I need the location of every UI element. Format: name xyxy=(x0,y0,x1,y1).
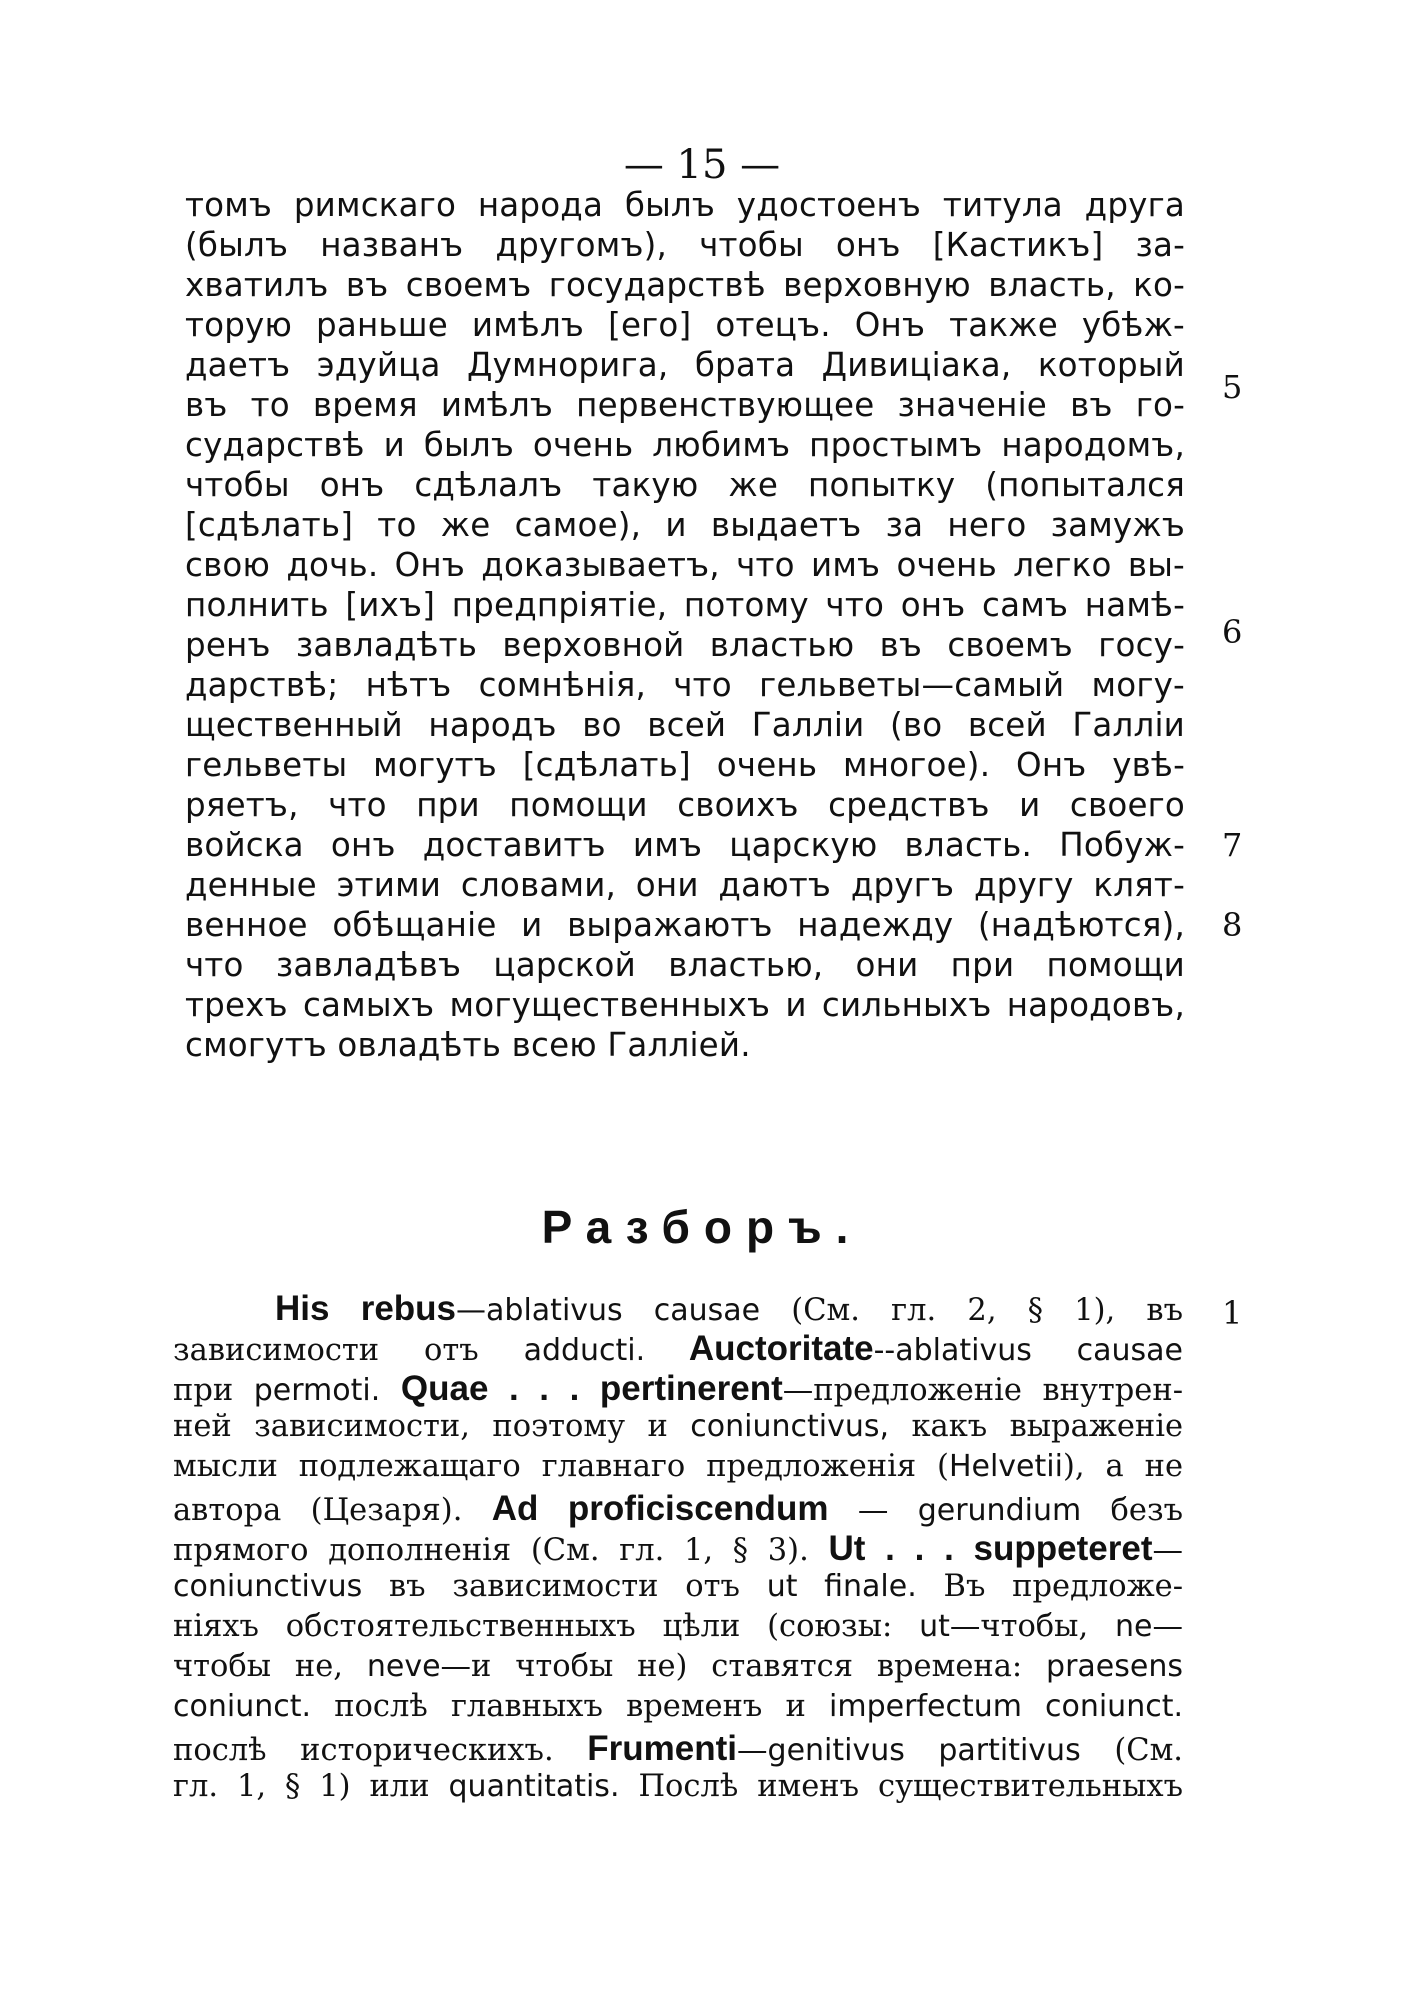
text-line: сударствѣ и былъ очень любимъ простымъ народомъ, xyxy=(185,426,1185,464)
text-line: coniunct. послѣ главныхъ временъ и imperfectum coniunct. xyxy=(173,1689,1183,1724)
text-line: ренъ завладѣть верховной властью въ своемъ госу- xyxy=(185,626,1185,664)
text-line: дарствѣ; нѣтъ сомнѣнія, что гельветы—самый могу- xyxy=(185,666,1185,704)
text-line: прямого дополненія (См. гл. 1, § 3). Ut . . . suppeteret— xyxy=(173,1529,1183,1568)
text-line: [сдѣлать] то же самое), и выдаетъ за него замужъ xyxy=(185,506,1185,544)
text-line: гельветы могутъ [сдѣлать] очень многое). Онъ увѣ- xyxy=(185,746,1185,784)
text-line: (былъ названъ другомъ), чтобы онъ [Кастикъ] за- xyxy=(185,226,1185,264)
text-line: полнить [ихъ] предпріятіе, потому что онъ самъ намѣ- xyxy=(185,586,1185,624)
margin-number: 6 xyxy=(1222,613,1243,651)
section-heading: Разборъ. xyxy=(541,1201,863,1253)
text-line: даетъ эдуйца Думнорига, брата Дивиціака, который xyxy=(185,346,1185,384)
text-line: щественный народъ во всей Галліи (во всей Галліи xyxy=(185,706,1185,744)
text-line: денные этими словами, они даютъ другъ другу клят- xyxy=(185,866,1185,904)
text-line: при permoti. Quae . . . pertinerent—предложеніе внутрен- xyxy=(173,1369,1183,1408)
text-line: хватилъ въ своемъ государствѣ верховную власть, ко- xyxy=(185,266,1185,304)
text-line: чтобы онъ сдѣлалъ такую же попытку (попытался xyxy=(185,466,1185,504)
text-line: зависимости отъ adducti. Auctoritate--ablativus causae xyxy=(173,1329,1183,1368)
text-line: ніяхъ обстоятельственныхъ цѣли (союзы: ut—чтобы, ne— xyxy=(173,1609,1183,1644)
text-line: гл. 1, § 1) или quantitatis. Послѣ именъ существительныхъ xyxy=(173,1769,1183,1804)
text-line: трехъ самыхъ могущественныхъ и сильныхъ народовъ, xyxy=(185,986,1185,1024)
text-line: въ то время имѣлъ первенствующее значеніе въ го- xyxy=(185,386,1185,424)
text-line: мысли подлежащаго главнаго предложенія (Helvetii), а не xyxy=(173,1449,1183,1484)
margin-number: 5 xyxy=(1222,368,1243,406)
text-line: свою дочь. Онъ доказываетъ, что имъ очень легко вы- xyxy=(185,546,1185,584)
text-line: что завладѣвъ царской властью, они при помощи xyxy=(185,946,1185,984)
text-line: венное обѣщаніе и выражаютъ надежду (надѣются), xyxy=(185,906,1185,944)
text-line: послѣ историческихъ. Frumenti—genitivus partitivus (См. xyxy=(173,1729,1183,1768)
text-line: coniunctivus въ зависимости отъ ut finale. Въ предложе- xyxy=(173,1569,1183,1604)
text-line: чтобы не, neve—и чтобы не) ставятся времена: praesens xyxy=(173,1649,1183,1684)
text-line: торую раньше имѣлъ [его] отецъ. Онъ также убѣж- xyxy=(185,306,1185,344)
margin-number: 8 xyxy=(1222,906,1243,944)
text-line: смогутъ овладѣть всею Галліей. xyxy=(185,1026,751,1064)
text-line: ряетъ, что при помощи своихъ средствъ и своего xyxy=(185,786,1185,824)
text-line: войска онъ доставитъ имъ царскую власть. Побуж- xyxy=(185,826,1185,864)
text-line: His rebus—ablativus causae (См. гл. 2, § 1), въ xyxy=(275,1289,1183,1328)
text-line: ней зависимости, поэтому и coniunctivus, какъ выраженіе xyxy=(173,1409,1183,1444)
margin-number: 1 xyxy=(1222,1294,1243,1332)
page-number: — 15 — xyxy=(623,142,781,188)
text-line: томъ римскаго народа былъ удостоенъ титула друга xyxy=(185,186,1185,224)
margin-number: 7 xyxy=(1222,826,1243,864)
text-line: автора (Цезаря). Ad proficiscendum — gerundium безъ xyxy=(173,1489,1183,1528)
